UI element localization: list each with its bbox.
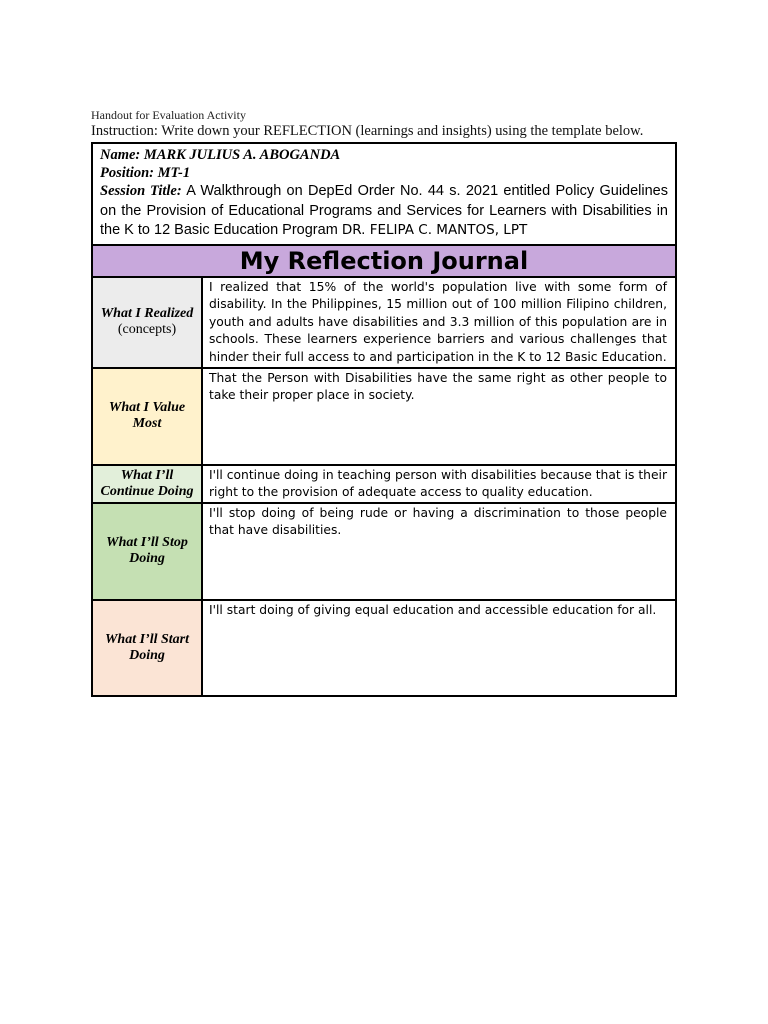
participant-info [93,144,675,246]
speaker-name: DR. FELIPA C. MANTOS, LPT [341,222,528,238]
row-label: What I’ll Start Doing [104,631,190,663]
row-what-i-value-most [93,369,675,466]
label-what-ill-stop-doing [93,504,203,599]
row-label: What I’ll Continue Doing [100,467,194,499]
row-what-i-realized [93,278,675,369]
row-what-ill-start-doing [93,601,675,695]
session-title: A Walkthrough on DepEd Order No. 44 s. 2021 entitled Policy Guidelines on the Provision of Educational Programs and Services for Learners with Disabilities in the K to 12 Basic Education Program [100,183,668,238]
session-title-label: Session Title: [100,183,182,199]
label-what-i-realized [93,278,203,367]
position-line: Position: MT-1 [100,165,191,181]
reflection-sheet [91,142,677,697]
answer-what-i-value-most: That the Person with Disabilities have the same right as other people to take their proper place in society. [209,370,667,402]
journal-title: My Reflection Journal [93,246,675,278]
row-sublabel: (concepts) [117,322,177,337]
answer-what-ill-start-doing: I'll start doing of giving equal education and accessible education for all. [209,602,657,617]
handout-title: Handout for Evaluation Activity [91,108,246,122]
answer-what-i-realized: I realized that 15% of the world's population live with some form of disability. In the Philippines, 15 million out of 100 million Filipino children, youth and adults have disabilities and 3.3 million of this population are in schools. These learners experience barriers and various challenges that hinder their full access to and participation in the K to 12 Basic Education. [209,279,667,364]
label-what-ill-continue-doing [93,466,203,502]
row-what-ill-stop-doing [93,504,675,601]
row-label: What I Realized [100,306,194,321]
label-what-ill-start-doing [93,601,203,695]
session-title-block [100,182,668,241]
row-what-ill-continue-doing [93,466,675,504]
instruction-text: Instruction: Write down your REFLECTION (learnings and insights) using the template below. [91,123,644,139]
answer-what-ill-stop-doing: I'll stop doing of being rude or having a discrimination to those people that have disabilities. [209,505,667,537]
row-label: What I Value Most [108,400,186,431]
name-line: Name: MARK JULIUS A. ABOGANDA [100,147,341,163]
label-what-i-value-most [93,369,203,464]
row-label: What I’ll Stop Doing [106,535,188,566]
answer-what-ill-continue-doing: I'll continue doing in teaching person with disabilities because that is their right to the provision of adequate access to quality education. [209,467,667,499]
